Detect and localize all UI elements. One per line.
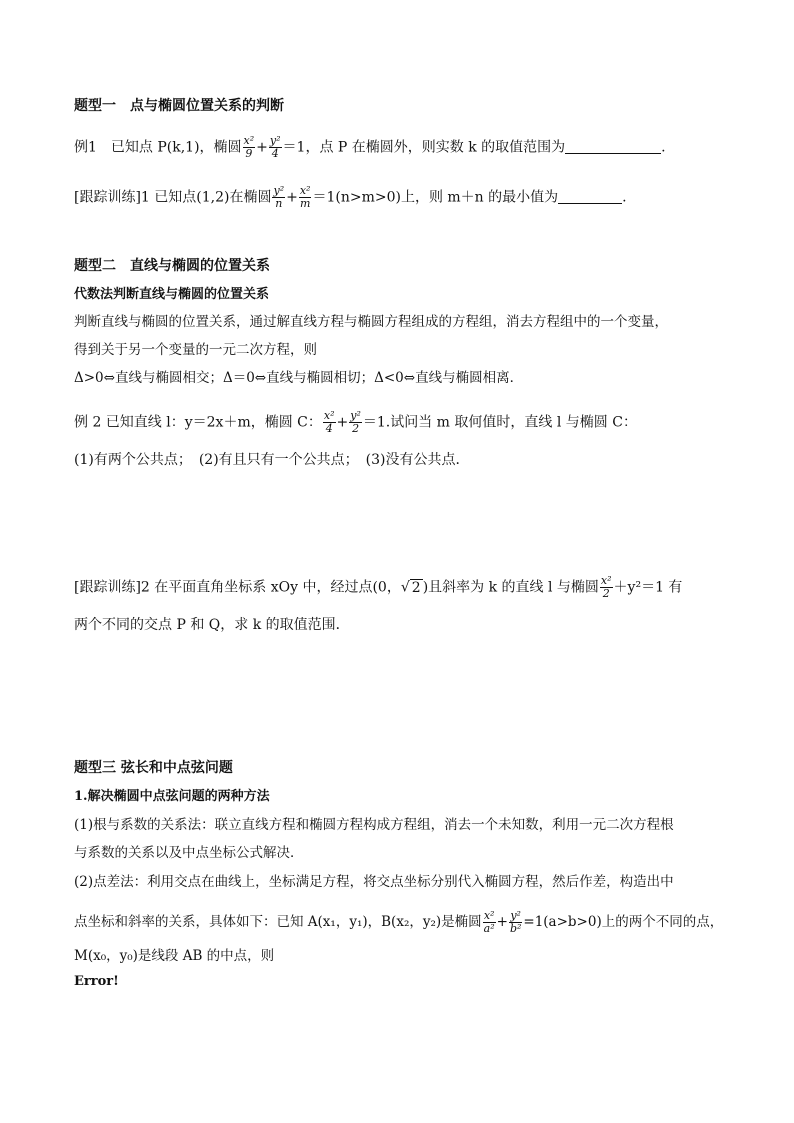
- example2-suffix: ＝1.试问当 m 取何值时，直线 l 与椭圆 C：: [362, 414, 637, 431]
- training2-prefix: [跟踪训练]2 在平面直角坐标系 xOy 中，经过点(0，: [74, 579, 401, 596]
- section2-para3: Δ>0⇔直线与椭圆相交；Δ＝0⇔直线与椭圆相切；Δ<0⇔直线与椭圆相离．: [74, 370, 524, 386]
- error-text: Error!: [74, 974, 119, 989]
- method2-suffix: =1(a>b>0)上的两个不同的点，: [523, 914, 724, 930]
- fraction: $\frac{\text{x²}}{4}$: [323, 409, 335, 435]
- section3-title: 题型三 弦长和中点弦问题: [74, 760, 233, 776]
- fraction: $\frac{\text{y²}}{2}$: [350, 409, 361, 435]
- training1-prefix: [跟踪训练]1 已知点(1,2)在椭圆: [74, 189, 272, 206]
- method1-line1: (1)根与系数的关系法：联立直线方程和椭圆方程构成方程组，消去一个未知数，利用一元二次方程根: [74, 817, 674, 833]
- method2-line2: 点坐标和斜率的关系，具体如下：已知 A(x₁，y₁)，B(x₂，y₂)是椭圆 $\frac{\text{x²}}{\text{a²}}$ + $\frac{\text{y²}}{\text{b²}}$ =1(a>b>0)上的两个不同的点，: [74, 909, 724, 935]
- fraction: $\frac{\text{y²}}{n}$: [273, 184, 285, 210]
- fraction: $\frac{\text{y²}}{4}$: [269, 134, 281, 160]
- example1-prefix: 例1 已知点 P(k,1)，椭圆: [74, 139, 242, 156]
- method1-line2: 与系数的关系以及中点坐标公式解决．: [74, 845, 304, 861]
- method2-line1: (2)点差法：利用交点在曲线上，坐标满足方程，将交点坐标分别代入椭圆方程，然后作差，构造出中: [74, 874, 674, 890]
- fraction: $\frac{\text{x²}}{\text{a²}}$: [483, 909, 495, 935]
- example2-questions: (1)有两个公共点； (2)有且只有一个公共点； (3)没有公共点．: [74, 452, 470, 468]
- section2-title: 题型二 直线与椭圆的位置关系: [74, 258, 270, 274]
- training2-suffix: ＋y²＝1 有: [613, 579, 683, 596]
- fraction: $\frac{\text{x²}}{9}$: [243, 134, 255, 160]
- section3-subtitle: 1.解决椭圆中点弦问题的两种方法: [74, 789, 270, 804]
- answer-blank: [565, 139, 661, 154]
- section2-para2: 得到关于另一个变量的一元二次方程，则: [74, 342, 317, 358]
- example1-suffix: ＝1，点 P 在椭圆外，则实数 k 的取值范围为: [282, 139, 566, 156]
- method2-prefix: 点坐标和斜率的关系，具体如下：已知 A(x₁，y₁)，B(x₂，y₂)是椭圆: [74, 914, 482, 930]
- training2-middle: )且斜率为 k 的直线 l 与椭圆: [422, 579, 599, 596]
- section2-subtitle: 代数法判断直线与椭圆的位置关系: [74, 287, 270, 302]
- example1: 例1 已知点 P(k,1)，椭圆 $\frac{\text{x²}}{9}$ + $\frac{\text{y²}}{4}$ ＝1，点 P 在椭圆外，则实数 k 的取值范围为 .: [74, 134, 666, 160]
- answer-blank: [558, 189, 622, 204]
- fraction: $\frac{\text{y²}}{\text{b²}}$: [509, 909, 522, 935]
- sqrt-icon: √: [400, 579, 410, 596]
- section2-para1: 判断直线与椭圆的位置关系，通过解直线方程与椭圆方程组成的方程组，消去方程组中的一个变量，: [74, 314, 668, 330]
- training2-line2: 两个不同的交点 P 和 Q，求 k 的取值范围．: [74, 617, 350, 633]
- training2: [跟踪训练]2 在平面直角坐标系 xOy 中，经过点(0，√ 2 )且斜率为 k 的直线 l 与椭圆 $\frac{\text{x²}}{2}$ ＋y²＝1 有: [74, 574, 683, 600]
- example2: 例 2 已知直线 l：y＝2x＋m，椭圆 C： $\frac{\text{x²}}{4}$ + $\frac{\text{y²}}{2}$ ＝1.试问当 m 取何值时，直线 l 与椭圆 C：: [74, 409, 637, 435]
- fraction: $\frac{\text{x²}}{2}$: [600, 574, 612, 600]
- example2-prefix: 例 2 已知直线 l：y＝2x＋m，椭圆 C：: [74, 414, 322, 431]
- method2-line3: M(x₀，y₀)是线段 AB 的中点，则: [74, 948, 275, 964]
- section1-title: 题型一 点与椭圆位置关系的判断: [74, 98, 284, 114]
- fraction: $\frac{\text{x²}}{m}$: [299, 184, 311, 210]
- training1: [跟踪训练]1 已知点(1,2)在椭圆 $\frac{\text{y²}}{n}$ + $\frac{\text{x²}}{m}$ ＝1(n>m>0)上，则 m＋n 的最小值为 .: [74, 184, 627, 210]
- training1-suffix: ＝1(n>m>0)上，则 m＋n 的最小值为: [312, 189, 559, 206]
